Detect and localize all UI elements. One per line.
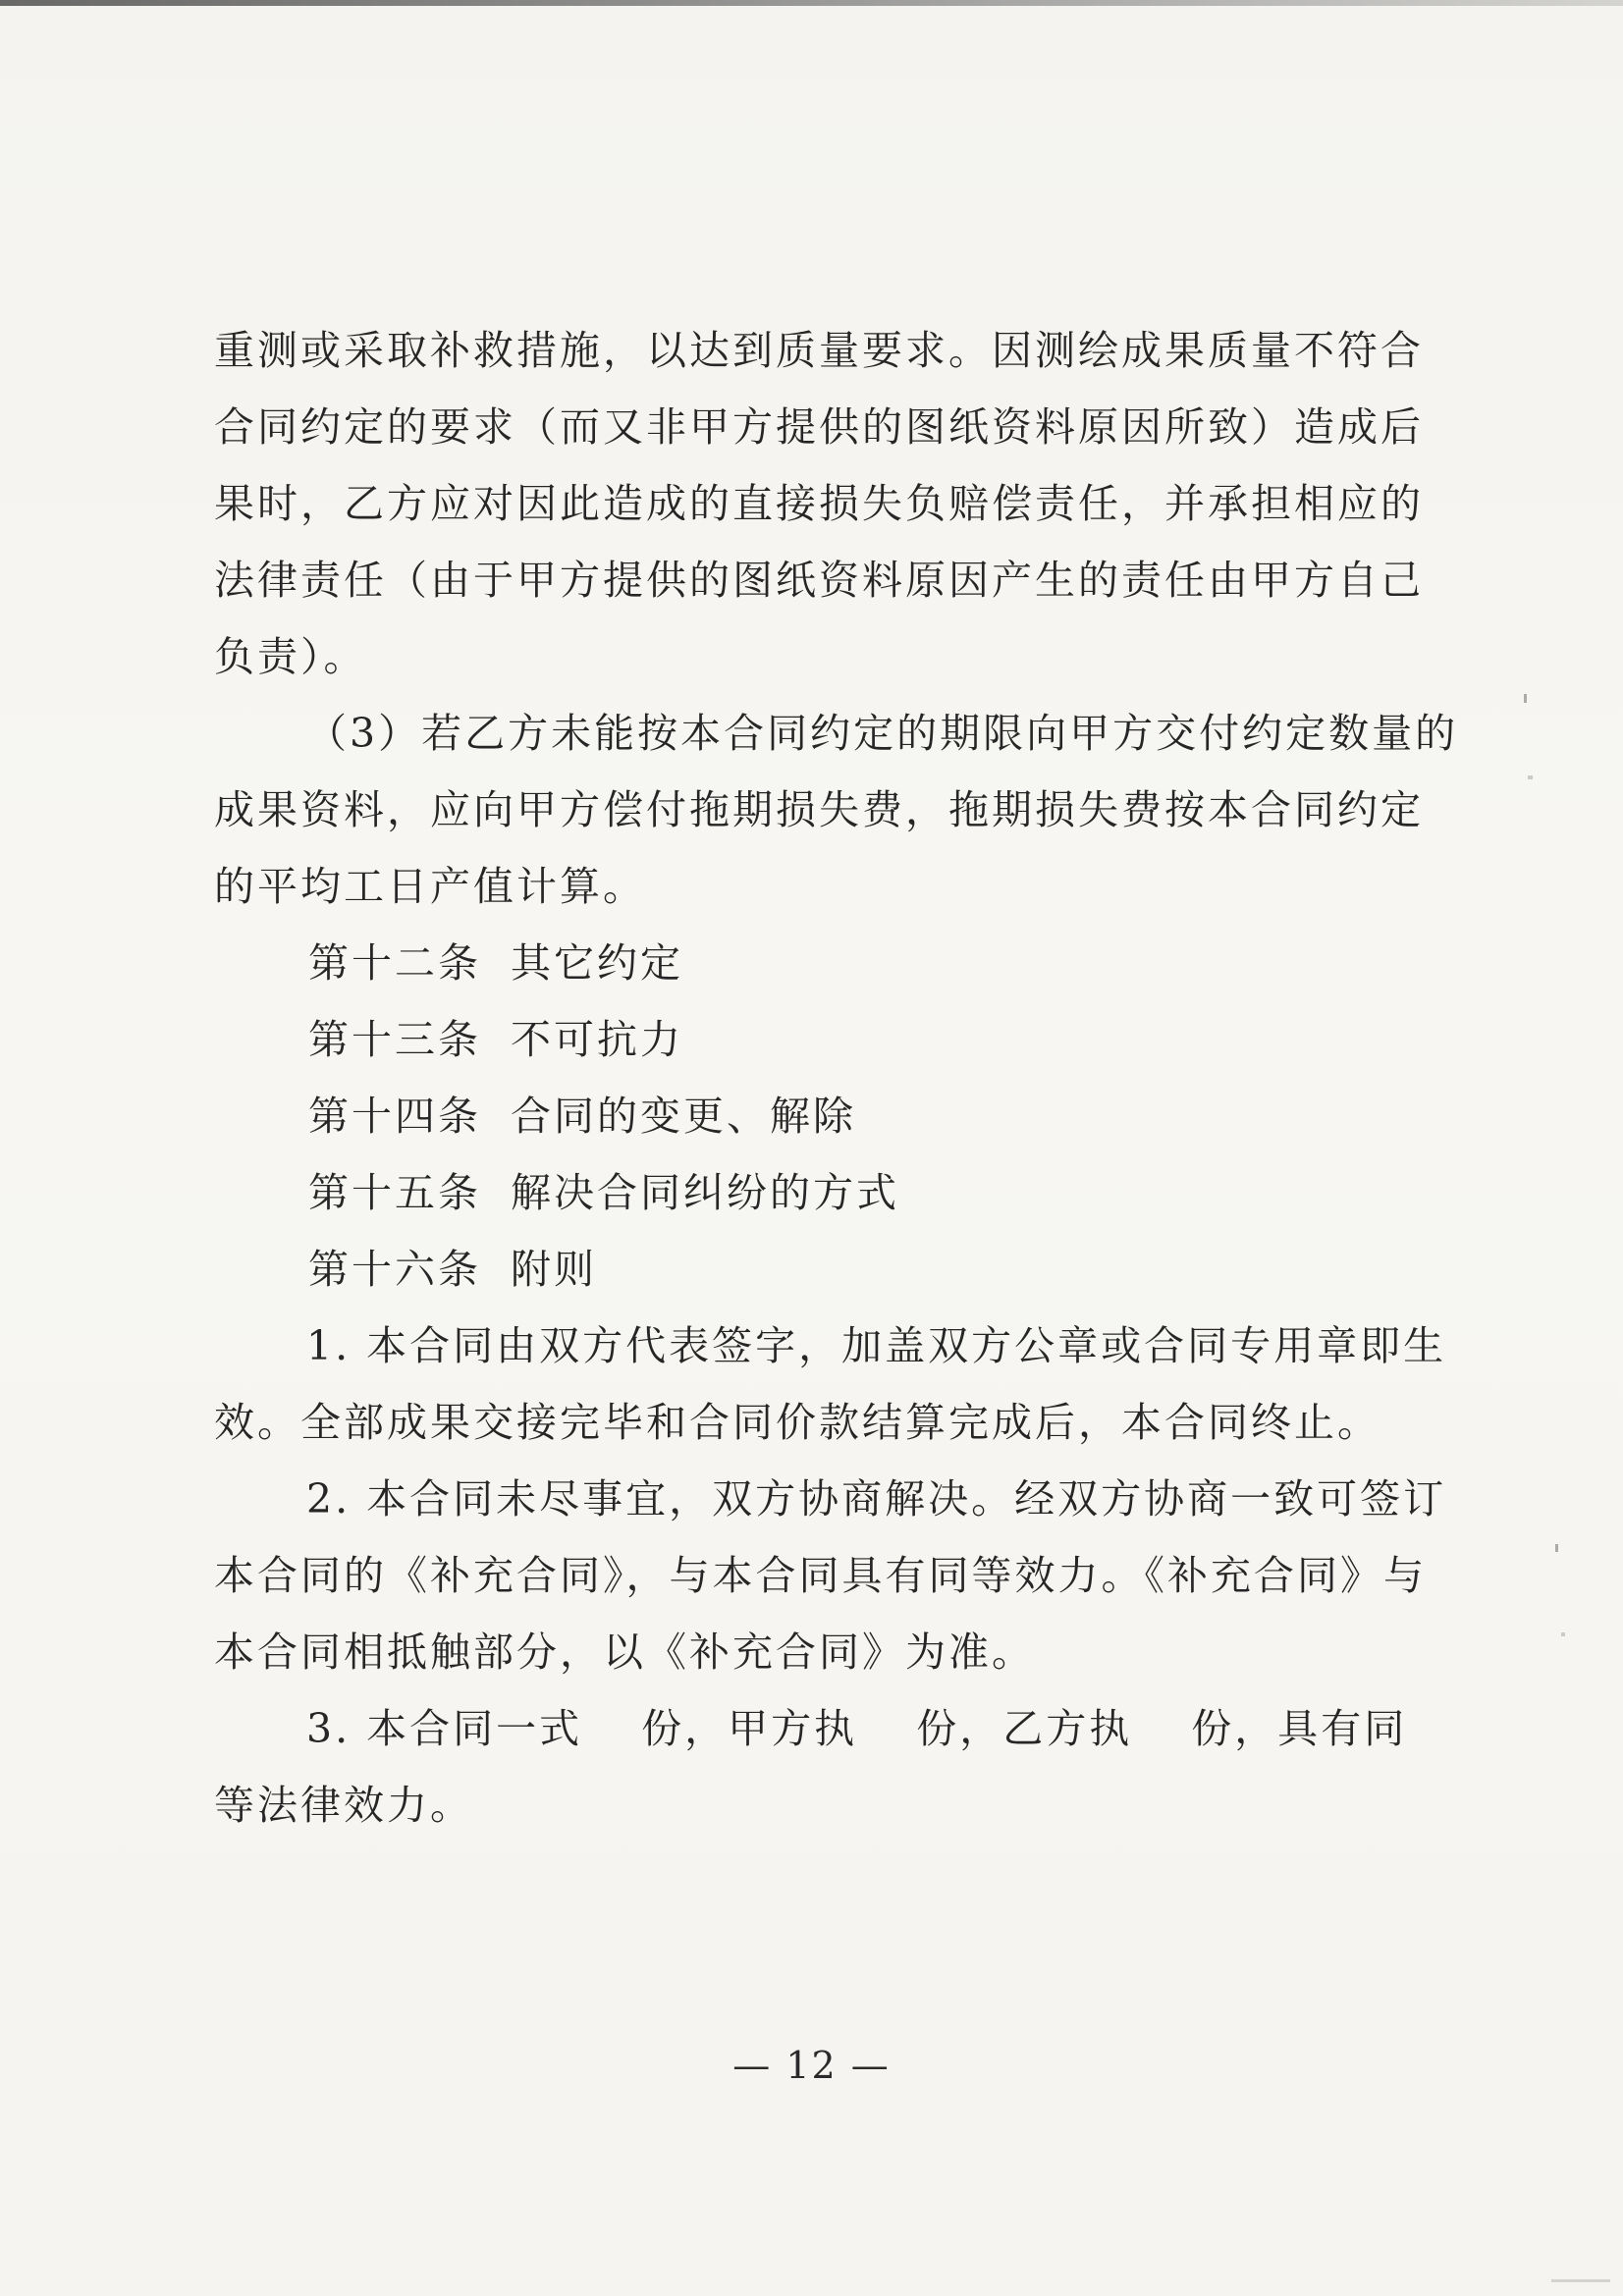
scan-speck — [1528, 775, 1533, 779]
article-number: 第十六条 — [308, 1246, 481, 1293]
article-number: 第十二条 — [308, 939, 481, 987]
text-line: 2. 本合同未尽事宜，双方协商解决。经双方协商一致可签订 — [306, 1475, 1447, 1522]
text-line: 负责）。 — [214, 633, 367, 680]
text-line: 效。全部成果交接完毕和合同价款结算完成后，本合同终止。 — [214, 1399, 1380, 1446]
text-line: （3）若乙方未能按本合同约定的期限向甲方交付约定数量的 — [306, 710, 1459, 757]
text-line: 法律责任（由于甲方提供的图纸资料原因产生的责任由甲方自己 — [214, 557, 1424, 604]
clause-1-effectiveness — [214, 1308, 1447, 1461]
article-title: 不可抗力 — [511, 1016, 683, 1063]
clause-3-copies — [214, 1690, 1436, 1843]
text-line: 成果资料，应向甲方偿付拖期损失费，拖期损失费按本合同约定 — [214, 786, 1424, 833]
article-16 — [214, 1231, 1436, 1308]
article-list — [214, 925, 1436, 1308]
text-line: 本合同相抵触部分，以《补充合同》为准。 — [214, 1629, 1035, 1676]
article-title: 合同的变更、解除 — [511, 1093, 856, 1140]
text-line: 的平均工日产值计算。 — [214, 863, 646, 910]
article-title: 附则 — [511, 1246, 597, 1293]
article-number: 第十五条 — [308, 1169, 481, 1216]
text-line: 本合同的《补充合同》，与本合同具有同等效力。《补充合同》与 — [214, 1552, 1427, 1599]
document-body — [214, 312, 1459, 1843]
text-line: 果时，乙方应对因此造成的直接损失负赔偿责任，并承担相应的 — [214, 480, 1424, 527]
paragraph-quality-liability — [214, 312, 1436, 695]
text-line: 等法律效力。 — [214, 1782, 473, 1829]
text-line: 重测或采取补救措施，以达到质量要求。因测绘成果质量不符合 — [214, 327, 1424, 374]
scan-top-edge — [0, 0, 1623, 6]
scan-speck — [1561, 1632, 1565, 1636]
article-12 — [214, 925, 1436, 1001]
article-number: 第十三条 — [308, 1016, 481, 1063]
article-title: 解决合同纠纷的方式 — [511, 1169, 899, 1216]
page-number: — 12 — — [732, 2044, 891, 2087]
text-line: 合同约定的要求（而又非甲方提供的图纸资料原因所致）造成后 — [214, 403, 1424, 451]
article-13 — [214, 1001, 1436, 1078]
article-title: 其它约定 — [511, 939, 683, 987]
scan-bottom-mark — [1551, 2279, 1610, 2282]
clause-2-supplement — [214, 1461, 1447, 1690]
article-14 — [214, 1078, 1436, 1154]
text-line: 1. 本合同由双方代表签字，加盖双方公章或合同专用章即生 — [306, 1322, 1447, 1369]
paragraph-delay-penalty — [214, 695, 1459, 925]
text-line: 3. 本合同一式 份，甲方执 份，乙方执 份，具有同 — [306, 1705, 1408, 1752]
scan-speck — [1524, 694, 1527, 703]
article-15 — [214, 1154, 1436, 1231]
article-number: 第十四条 — [308, 1093, 481, 1140]
scan-speck — [1555, 1544, 1558, 1552]
